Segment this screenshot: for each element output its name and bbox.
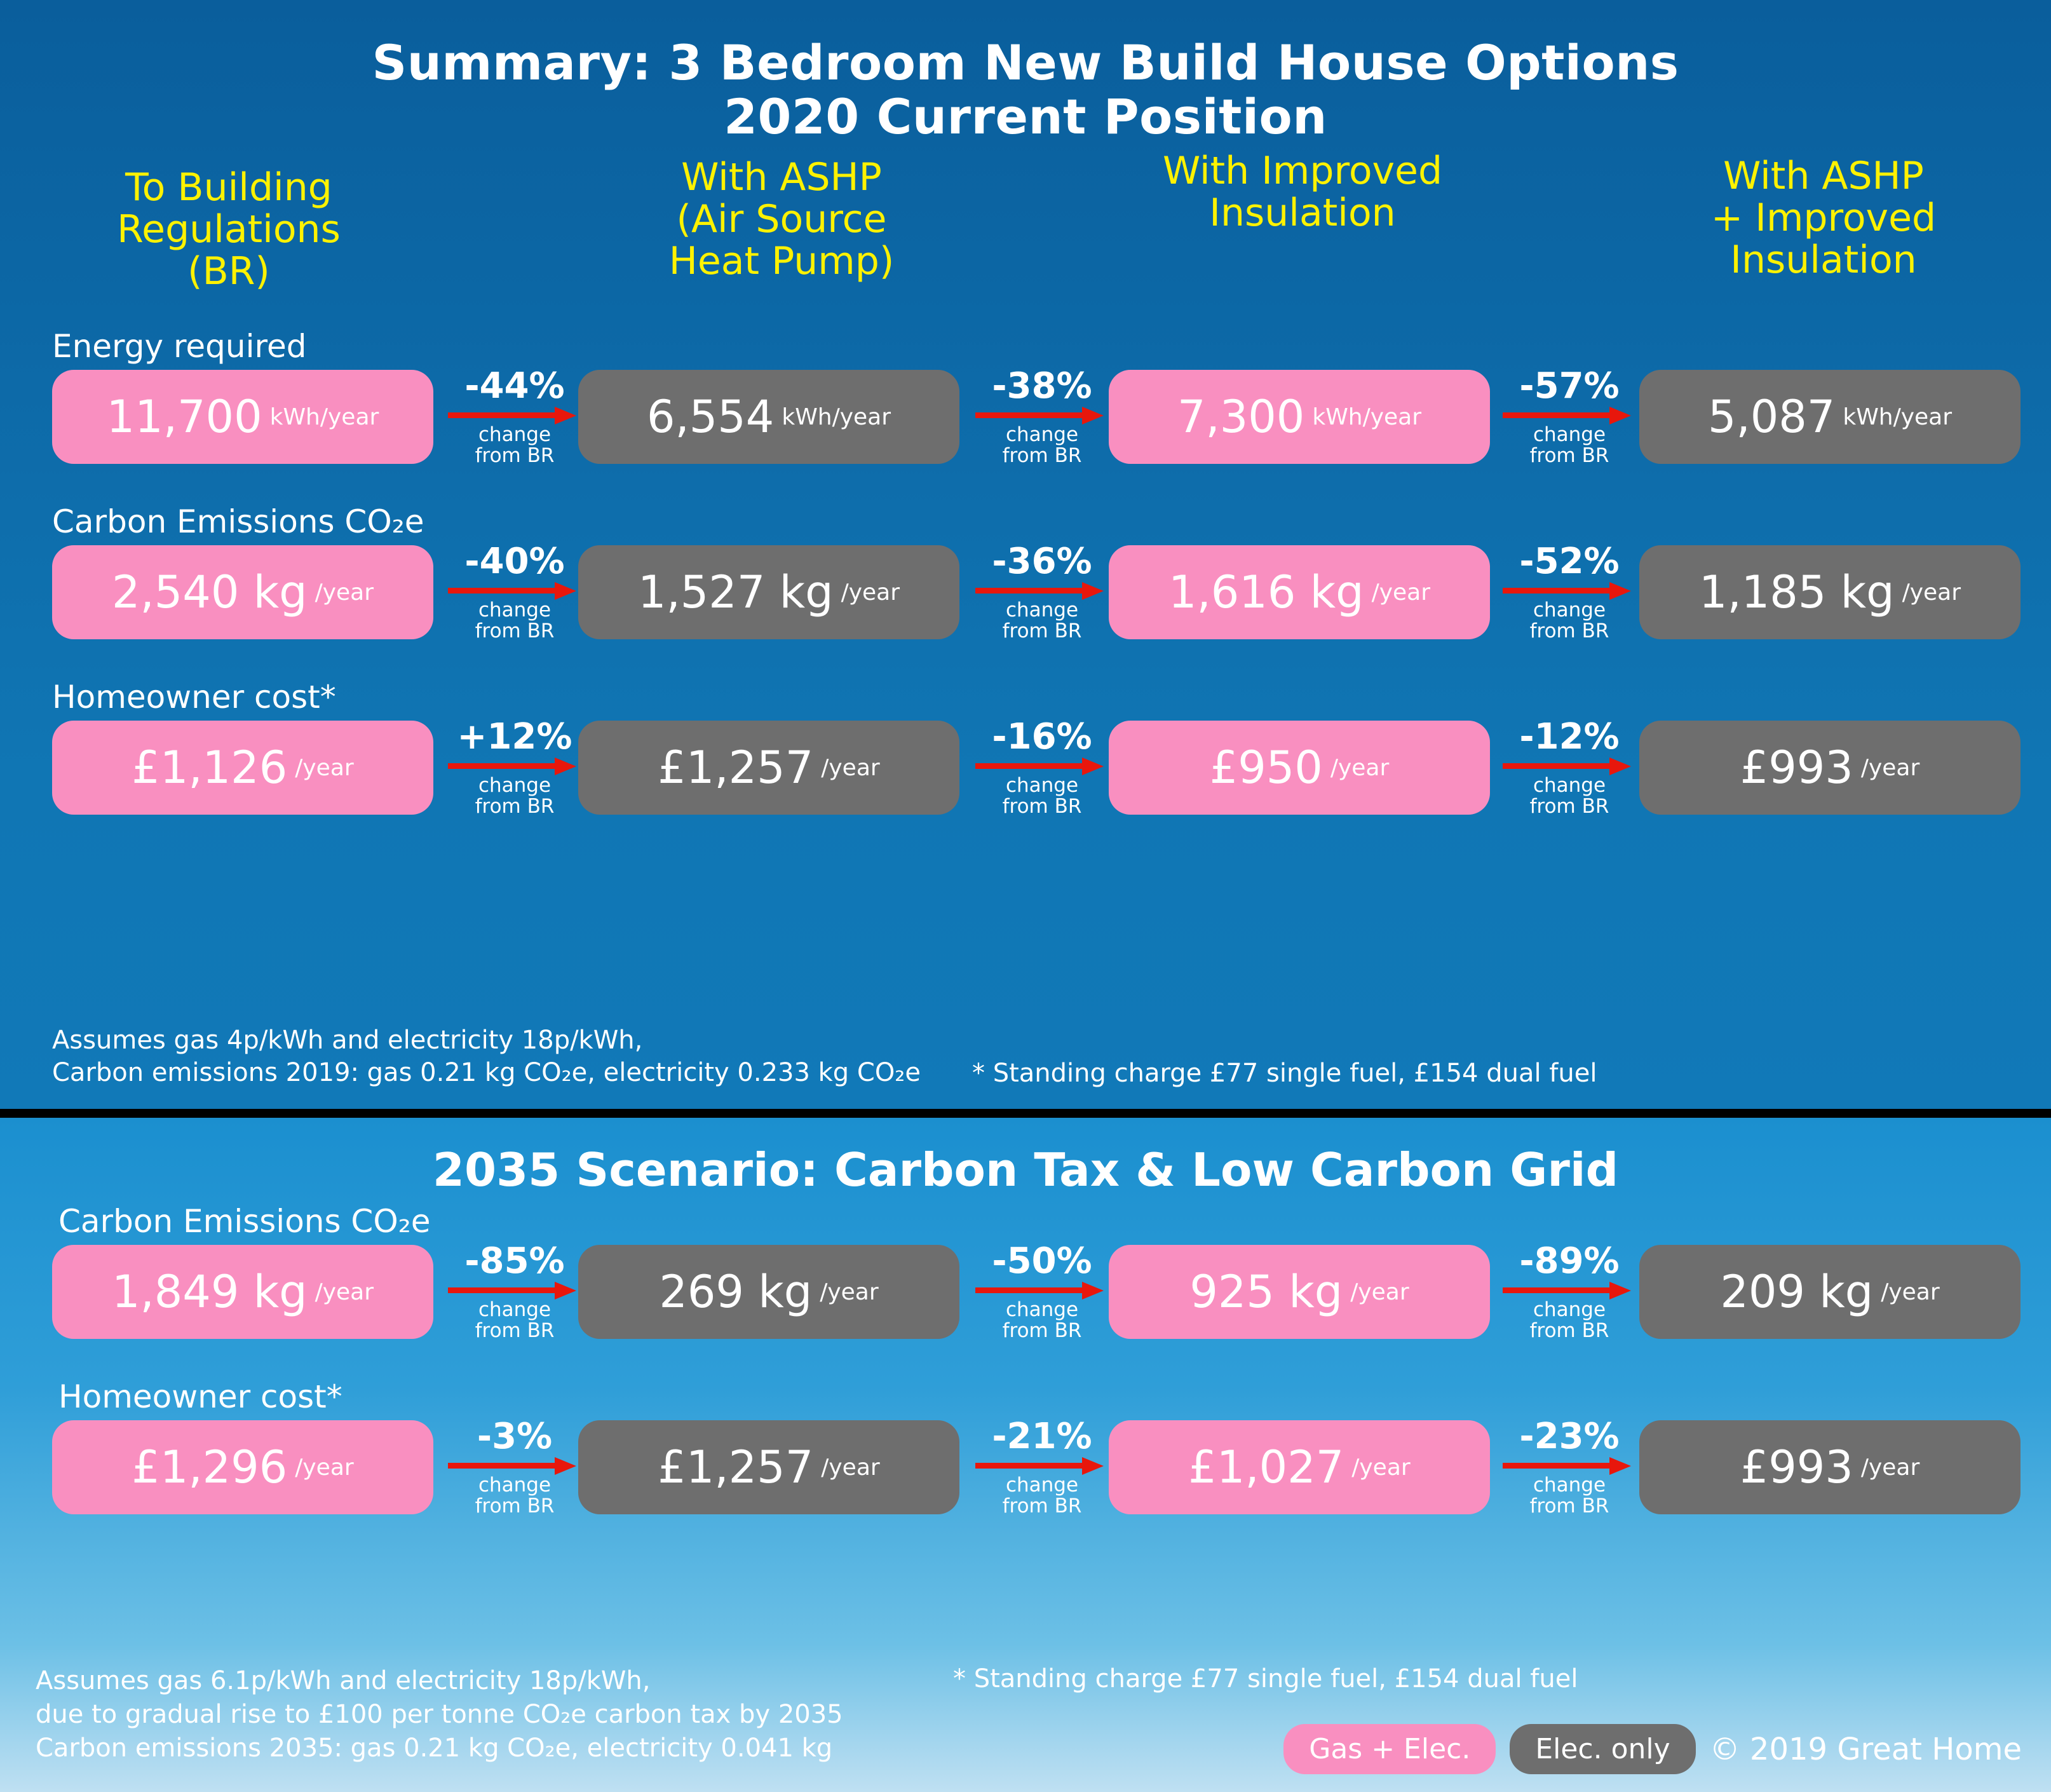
value-cell bbox=[578, 1245, 959, 1339]
value-number: 269 kg bbox=[659, 1266, 813, 1318]
column-header-line: (BR) bbox=[187, 249, 270, 294]
panel-divider bbox=[0, 1109, 2051, 1118]
delta-indicator bbox=[966, 1240, 1118, 1342]
value-number: £1,296 bbox=[132, 1441, 288, 1493]
column-header-ashp bbox=[559, 156, 1004, 282]
delta-percent: -57% bbox=[1519, 365, 1620, 407]
value-unit: /year bbox=[841, 579, 900, 606]
footnotes-2035 bbox=[36, 1664, 843, 1765]
delta-indicator bbox=[438, 716, 591, 818]
value-number: £1,257 bbox=[658, 742, 814, 794]
value-cell bbox=[52, 545, 433, 639]
arrow-right-icon bbox=[1503, 759, 1636, 773]
delta-note-line1: change bbox=[478, 1298, 552, 1321]
column-headers bbox=[0, 144, 2051, 328]
value-cell bbox=[1109, 370, 1490, 464]
column-header-line: With ASHP bbox=[1723, 154, 1924, 199]
delta-indicator bbox=[438, 541, 591, 643]
value-unit: /year bbox=[1371, 579, 1431, 606]
value-unit: /year bbox=[1881, 1279, 1940, 1305]
delta-note-line1: change bbox=[1005, 774, 1079, 798]
arrow-right-icon bbox=[448, 759, 581, 773]
delta-percent: -16% bbox=[992, 716, 1092, 758]
value-number: £1,257 bbox=[658, 1441, 814, 1493]
delta-note-line2: from BR bbox=[1002, 1494, 1082, 1517]
delta-percent: -50% bbox=[992, 1240, 1092, 1282]
title-line-2: 2020 Current Position bbox=[724, 88, 1327, 146]
delta-indicator bbox=[1493, 1240, 1646, 1342]
value-number: £1,126 bbox=[132, 742, 288, 794]
value-cell bbox=[578, 1420, 959, 1514]
value-cell bbox=[578, 721, 959, 815]
delta-percent: -52% bbox=[1519, 541, 1620, 583]
table-row-homeowner-cost bbox=[0, 716, 2051, 848]
value-number: 1,849 kg bbox=[111, 1266, 308, 1318]
value-unit: /year bbox=[1902, 579, 1961, 606]
page-title bbox=[0, 0, 2051, 144]
delta-note-line1: change bbox=[1533, 423, 1606, 447]
row-label-energy-required: Energy required bbox=[52, 328, 307, 365]
value-unit: /year bbox=[1860, 1454, 1920, 1481]
delta-indicator bbox=[966, 716, 1118, 818]
column-header-line: Insulation bbox=[1209, 191, 1396, 236]
value-unit: /year bbox=[315, 1279, 374, 1305]
delta-note-line2: from BR bbox=[1529, 444, 1609, 468]
row-label-homeowner-cost-2035: Homeowner cost* bbox=[58, 1378, 342, 1415]
delta-note-line2: from BR bbox=[475, 444, 555, 468]
table-row-energy-required bbox=[0, 365, 2051, 497]
value-cell bbox=[1639, 370, 2021, 464]
value-cell bbox=[52, 370, 433, 464]
delta-indicator bbox=[966, 541, 1118, 643]
delta-note-line2: from BR bbox=[475, 1319, 555, 1342]
footnote-line: Carbon emissions 2019: gas 0.21 kg CO₂e, electricity 0.233 kg CO₂e bbox=[52, 1058, 921, 1088]
arrow-right-icon bbox=[1503, 1283, 1636, 1297]
delta-percent: -23% bbox=[1519, 1416, 1620, 1457]
delta-note-line1: change bbox=[1005, 599, 1079, 622]
delta-percent: -12% bbox=[1519, 716, 1620, 758]
delta-note-line1: change bbox=[1533, 1298, 1606, 1321]
value-unit: /year bbox=[821, 1454, 880, 1481]
delta-percent: -38% bbox=[992, 365, 1092, 407]
delta-note-line2: from BR bbox=[1529, 1319, 1609, 1342]
value-cell bbox=[1639, 1245, 2021, 1339]
column-header-line: Heat Pump) bbox=[668, 239, 895, 284]
delta-note-line1: change bbox=[478, 599, 552, 622]
arrow-right-icon bbox=[448, 583, 581, 597]
value-unit: kWh/year bbox=[1843, 404, 1953, 430]
row-label-carbon-emissions: Carbon Emissions CO₂e bbox=[52, 503, 424, 541]
panel-2035 bbox=[0, 1118, 2051, 1792]
legend-item-elec-only: Elec. only bbox=[1510, 1724, 1695, 1774]
delta-percent: +12% bbox=[457, 716, 572, 758]
arrow-right-icon bbox=[975, 408, 1109, 422]
column-header-line: Regulations bbox=[117, 207, 341, 252]
column-header-ashp-plus-insulation bbox=[1614, 155, 2033, 281]
footnote-line: due to gradual rise to £100 per tonne CO₂e carbon tax by 2035 bbox=[36, 1699, 843, 1729]
arrow-right-icon bbox=[975, 583, 1109, 597]
value-cell bbox=[1639, 545, 2021, 639]
row-label-homeowner-cost: Homeowner cost* bbox=[52, 679, 336, 716]
value-cell bbox=[1109, 1245, 1490, 1339]
value-unit: /year bbox=[821, 754, 880, 781]
arrow-right-icon bbox=[975, 759, 1109, 773]
value-cell bbox=[1109, 545, 1490, 639]
value-cell bbox=[1639, 721, 2021, 815]
value-number: 925 kg bbox=[1189, 1266, 1343, 1318]
legend-item-gas-elec: Gas + Elec. bbox=[1283, 1724, 1496, 1774]
delta-note-line2: from BR bbox=[1529, 1494, 1609, 1517]
delta-note-line1: change bbox=[1005, 1298, 1079, 1321]
value-unit: /year bbox=[820, 1279, 879, 1305]
footnote-line: Assumes gas 6.1p/kWh and electricity 18p/kWh, bbox=[36, 1666, 651, 1695]
value-number: 1,185 kg bbox=[1698, 566, 1895, 619]
title-line-1: Summary: 3 Bedroom New Build House Options bbox=[372, 34, 1679, 91]
column-header-line: With ASHP bbox=[681, 155, 882, 200]
delta-percent: -89% bbox=[1519, 1240, 1620, 1282]
delta-note-line2: from BR bbox=[475, 620, 555, 643]
arrow-right-icon bbox=[975, 1458, 1109, 1472]
arrow-right-icon bbox=[975, 1283, 1109, 1297]
column-header-line: With Improved bbox=[1162, 149, 1443, 194]
value-unit: /year bbox=[1330, 754, 1390, 781]
value-unit: kWh/year bbox=[1312, 404, 1422, 430]
footnote-standing-charge: * Standing charge £77 single fuel, £154 dual fuel bbox=[972, 1059, 1597, 1088]
delta-note-line1: change bbox=[1005, 423, 1079, 447]
delta-note-line1: change bbox=[478, 774, 552, 798]
column-header-building-regulations bbox=[38, 166, 419, 292]
value-cell bbox=[578, 370, 959, 464]
footnote-standing-charge-2035: * Standing charge £77 single fuel, £154 dual fuel bbox=[953, 1664, 1578, 1694]
table-row-carbon-emissions bbox=[0, 541, 2051, 672]
value-number: 1,527 kg bbox=[637, 566, 834, 619]
column-header-improved-insulation bbox=[1080, 150, 1525, 234]
delta-note-line1: change bbox=[478, 1474, 552, 1497]
value-unit: kWh/year bbox=[782, 404, 891, 430]
value-cell bbox=[52, 1420, 433, 1514]
arrow-right-icon bbox=[1503, 583, 1636, 597]
copyright-notice: © 2019 Great Home bbox=[1709, 1731, 2022, 1767]
delta-percent: -36% bbox=[992, 541, 1092, 583]
delta-percent: -85% bbox=[464, 1240, 565, 1282]
value-cell bbox=[1109, 721, 1490, 815]
value-cell bbox=[1639, 1420, 2021, 1514]
delta-note-line1: change bbox=[478, 423, 552, 447]
value-unit: /year bbox=[295, 754, 354, 781]
arrow-right-icon bbox=[1503, 408, 1636, 422]
arrow-right-icon bbox=[448, 408, 581, 422]
delta-note-line1: change bbox=[1533, 1474, 1606, 1497]
value-number: 7,300 bbox=[1177, 391, 1305, 444]
delta-indicator bbox=[438, 1240, 591, 1342]
column-header-line: + Improved bbox=[1710, 196, 1937, 241]
delta-note-line2: from BR bbox=[1529, 795, 1609, 818]
value-number: £993 bbox=[1740, 1441, 1853, 1493]
delta-indicator bbox=[1493, 541, 1646, 643]
value-number: 11,700 bbox=[106, 391, 262, 444]
delta-note-line2: from BR bbox=[1002, 444, 1082, 468]
delta-note-line2: from BR bbox=[1529, 620, 1609, 643]
delta-note-line2: from BR bbox=[1002, 1319, 1082, 1342]
delta-indicator bbox=[438, 365, 591, 468]
legend bbox=[1283, 1724, 2022, 1774]
column-header-line: To Building bbox=[125, 165, 332, 210]
delta-indicator bbox=[1493, 716, 1646, 818]
delta-percent: -44% bbox=[464, 365, 565, 407]
value-unit: /year bbox=[1860, 754, 1920, 781]
table-row-homeowner-cost-2035 bbox=[0, 1416, 2051, 1547]
value-number: 2,540 kg bbox=[111, 566, 308, 619]
delta-note-line1: change bbox=[1005, 1474, 1079, 1497]
arrow-right-icon bbox=[448, 1283, 581, 1297]
delta-indicator bbox=[1493, 1416, 1646, 1517]
value-unit: /year bbox=[1351, 1454, 1411, 1481]
delta-note-line2: from BR bbox=[1002, 620, 1082, 643]
table-row-carbon-emissions-2035 bbox=[0, 1240, 2051, 1372]
delta-indicator bbox=[1493, 365, 1646, 468]
value-number: 1,616 kg bbox=[1168, 566, 1364, 619]
delta-note-line2: from BR bbox=[475, 795, 555, 818]
column-header-line: (Air Source bbox=[676, 197, 887, 242]
footnote-line: Carbon emissions 2035: gas 0.21 kg CO₂e, electricity 0.041 kg bbox=[36, 1733, 833, 1763]
delta-note-line2: from BR bbox=[1002, 795, 1082, 818]
value-cell bbox=[52, 1245, 433, 1339]
footnote-assumptions bbox=[52, 1024, 921, 1089]
value-unit: /year bbox=[295, 1454, 354, 1481]
delta-indicator bbox=[438, 1416, 591, 1517]
value-number: £950 bbox=[1209, 742, 1323, 794]
delta-note-line1: change bbox=[1533, 774, 1606, 798]
delta-percent: -3% bbox=[477, 1416, 553, 1457]
value-number: 5,087 bbox=[1707, 391, 1836, 444]
delta-indicator bbox=[966, 365, 1118, 468]
footnote-line: Assumes gas 4p/kWh and electricity 18p/kWh, bbox=[52, 1026, 643, 1055]
value-number: 209 kg bbox=[1720, 1266, 1874, 1318]
value-number: £993 bbox=[1740, 742, 1853, 794]
value-number: £1,027 bbox=[1188, 1441, 1344, 1493]
delta-note-line2: from BR bbox=[475, 1494, 555, 1517]
arrow-right-icon bbox=[1503, 1458, 1636, 1472]
value-unit: kWh/year bbox=[269, 404, 379, 430]
row-label-carbon-emissions-2035: Carbon Emissions CO₂e bbox=[58, 1203, 431, 1240]
delta-note-line1: change bbox=[1533, 599, 1606, 622]
value-cell bbox=[52, 721, 433, 815]
value-unit: /year bbox=[1350, 1279, 1409, 1305]
value-unit: /year bbox=[315, 579, 374, 606]
value-cell bbox=[1109, 1420, 1490, 1514]
value-cell bbox=[578, 545, 959, 639]
section-title-2035: 2035 Scenario: Carbon Tax & Low Carbon Grid bbox=[432, 1143, 1619, 1197]
arrow-right-icon bbox=[448, 1458, 581, 1472]
delta-percent: -40% bbox=[464, 541, 565, 583]
delta-percent: -21% bbox=[992, 1416, 1092, 1457]
value-number: 6,554 bbox=[646, 391, 775, 444]
column-header-line: Insulation bbox=[1730, 238, 1917, 283]
delta-indicator bbox=[966, 1416, 1118, 1517]
